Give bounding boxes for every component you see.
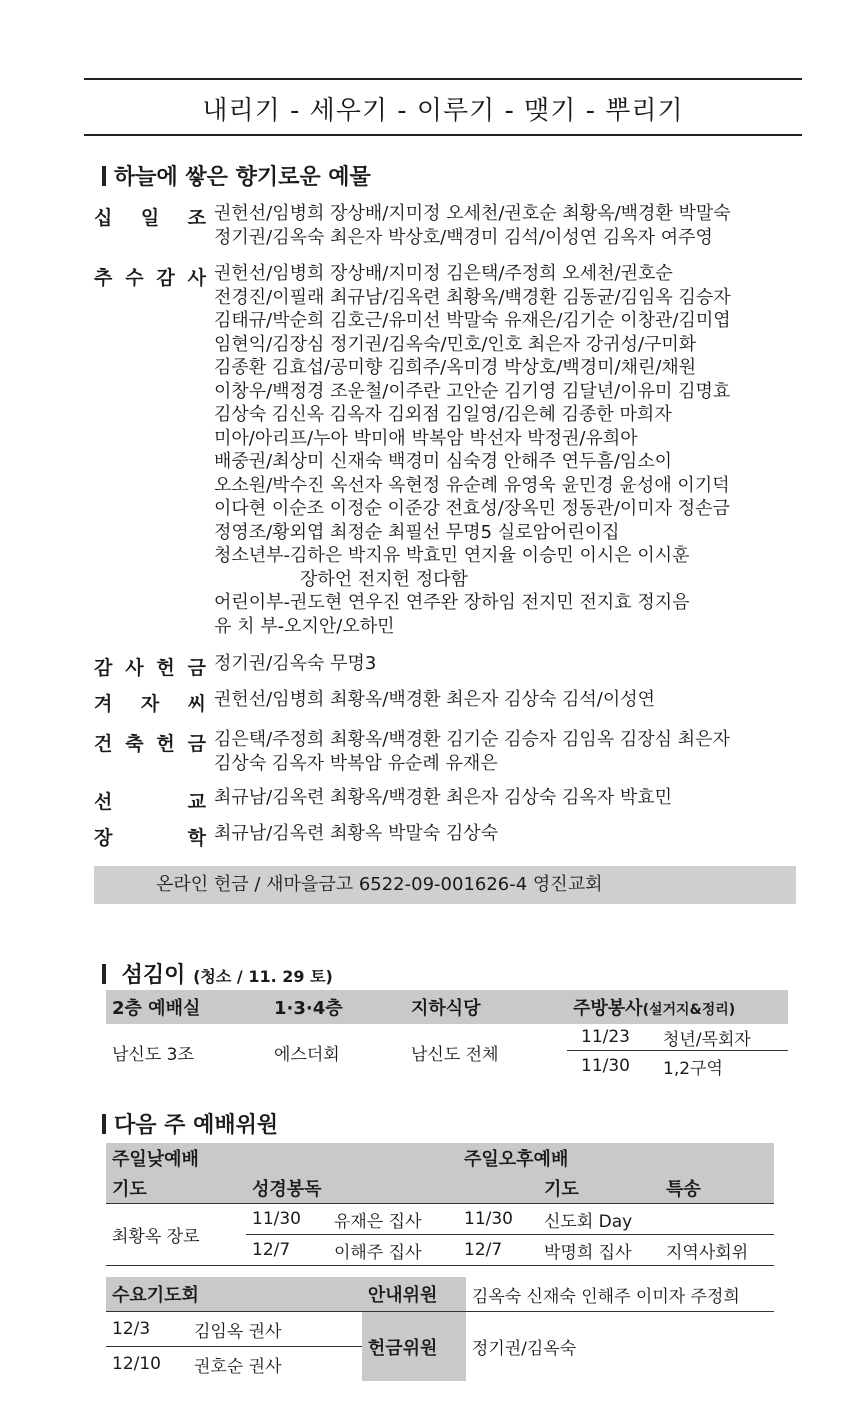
offering-name-line: 권헌선/임병희 최황옥/백경환 최은자 김상숙 김석/이성연 xyxy=(214,689,656,710)
offering-name-line: 권헌선/임병희 장상배/지미정 오세천/권호순 최황옥/백경환 박말숙 xyxy=(214,203,731,224)
row-date: 12/7 xyxy=(252,1240,291,1260)
offering-committee-names: 정기권/김옥숙 xyxy=(471,1339,577,1359)
offering-name-line: 장하언 전지헌 정다함 xyxy=(300,568,468,590)
offering-name-line: 정영조/황외엽 최정순 최필선 무명5 실로암어린이집 xyxy=(214,521,620,543)
offering-name-line: 정기권/김옥숙 최은자 박상호/백경미 김석/이성연 김옥자 여주영 xyxy=(214,226,713,248)
row-special: 지역사회위 xyxy=(666,1242,749,1263)
kitchen-label: 주방봉사 xyxy=(573,998,643,1019)
kitchen-who: 1,2구역 xyxy=(663,1058,723,1079)
service-title: 섬김이 xyxy=(121,963,186,988)
h-prayer-am: 기도 xyxy=(112,1179,147,1200)
col-basement: 지하식당 xyxy=(411,998,481,1019)
cell-floors: 에스더회 xyxy=(274,1045,340,1065)
offering-names xyxy=(214,728,804,775)
offering-name-line: 김태규/박순희 김호근/유미선 박말숙 유재은/김기순 이창관/김미엽 xyxy=(214,310,731,331)
offering-name-line: 유 치 부-오지안/오하민 xyxy=(214,615,395,637)
next-week-table xyxy=(106,1143,774,1266)
offering-committee-label: 헌금위원 xyxy=(362,1312,466,1382)
h-prayer-pm: 기도 xyxy=(544,1179,579,1200)
offering-names xyxy=(214,652,804,676)
col-2f-hall: 2층 예배실 xyxy=(112,998,201,1019)
next-week-title: 다음 주 예배위원 xyxy=(102,1108,278,1139)
online-offering-banner: 온라인 헌금 / 새마을금고 6522-09-001626-4 영진교회 xyxy=(94,866,796,904)
kitchen-note: (설거지&정리) xyxy=(642,1002,736,1018)
offering-name-line: 미아/아리프/누아 박미애 박복암 박선자 박정권/유희아 xyxy=(214,427,638,449)
sunday-am-label: 주일낮예배 xyxy=(112,1149,199,1170)
offering-name-line: 이창우/백정경 조운철/이주란 고안순 김기영 김달년/이유미 김명효 xyxy=(214,380,731,402)
offering-name-line: 이다현 이순조 이정순 이준강 전효성/장옥민 정동관/이미자 정손금 xyxy=(214,498,730,519)
h-special: 특송 xyxy=(666,1179,701,1200)
row-date: 11/30 xyxy=(252,1209,301,1229)
top-rule xyxy=(84,78,802,80)
row-pm-date: 11/30 xyxy=(464,1209,513,1229)
service-subtitle: (청소 / 11. 29 토) xyxy=(193,967,333,986)
wed-name: 김임옥 권사 xyxy=(188,1312,362,1347)
church-motto: 내리기 - 세우기 - 이루기 - 맺기 - 뿌리기 xyxy=(202,96,684,126)
offering-label: 선 교 xyxy=(94,791,206,813)
motto-rule xyxy=(84,134,802,136)
col-kitchen xyxy=(567,990,788,1024)
kitchen-who: 청년/목회자 xyxy=(657,1024,788,1051)
offering-name-line: 배중권/최상미 신재숙 백경미 심숙경 안해주 연두흠/임소이 xyxy=(214,451,673,472)
offering-label: 건 축 헌 금 xyxy=(94,733,206,755)
row-reader: 이해주 집사 xyxy=(334,1242,422,1263)
offering-name-line: 정기권/김옥숙 무명3 xyxy=(214,653,377,674)
wed-date: 12/3 xyxy=(106,1312,188,1347)
offering-names xyxy=(214,822,804,846)
offering-name-line: 오소원/박수진 옥선자 옥현정 유순례 유영욱 윤민경 윤성애 이기덕 xyxy=(214,474,730,496)
offering-name-line: 청소년부-김하은 박지유 박효민 연지율 이승민 이시은 이시훈 xyxy=(214,545,690,566)
offering-names xyxy=(214,262,804,638)
service-table xyxy=(106,990,788,1081)
offering-name-line: 임현익/김장심 정기권/김옥숙/민호/인호 최은자 강귀성/구미화 xyxy=(214,333,697,355)
offering-name-line: 어린이부-권도현 연우진 연주완 장하임 전지민 전지효 정지음 xyxy=(214,592,690,613)
row-pm-prayer: 신도회 Day xyxy=(544,1211,633,1232)
wed-date: 12/10 xyxy=(112,1354,161,1374)
usher-names: 김옥숙 신재숙 인해주 이미자 주정희 xyxy=(466,1277,774,1312)
h-reading: 성경봉독 xyxy=(252,1179,322,1200)
prayer-am: 최황옥 장로 xyxy=(112,1227,200,1247)
offering-names xyxy=(214,202,804,249)
cell-2f: 남신도 3조 xyxy=(112,1045,194,1065)
sunday-pm-label: 주일오후예배 xyxy=(464,1149,569,1170)
offering-name-line: 김상숙 김옥자 박복암 유순례 유재은 xyxy=(214,752,498,774)
service-section-title xyxy=(102,958,333,989)
cell-basement: 남신도 전체 xyxy=(411,1045,499,1065)
row-reader: 유재은 집사 xyxy=(334,1211,422,1232)
row-pm-date: 12/7 xyxy=(464,1240,503,1260)
offering-label: 십 일 조 xyxy=(94,207,206,229)
offering-name-line: 최규남/김옥련 최황옥 박말숙 김상숙 xyxy=(214,823,499,844)
row-pm-prayer: 박명희 집사 xyxy=(544,1242,632,1263)
col-floors: 1·3·4층 xyxy=(274,998,343,1019)
offering-label: 장 학 xyxy=(94,827,206,849)
offering-name-line: 김은택/주정희 최황옥/백경환 김기순 김승자 김임옥 김장심 최은자 xyxy=(214,729,730,750)
kitchen-date: 11/30 xyxy=(581,1056,630,1076)
offering-label: 감 사 헌 금 xyxy=(94,657,206,679)
offerings-title: 하늘에 쌓은 향기로운 예물 xyxy=(102,160,371,191)
offering-name-line: 전경진/이필래 최규남/김옥련 최황옥/백경환 김동균/김임옥 김승자 xyxy=(214,286,731,308)
offering-names xyxy=(214,786,804,810)
offering-label: 추 수 감 사 xyxy=(94,267,206,289)
offering-name-line: 최규남/김옥련 최황옥/백경환 최은자 김상숙 김옥자 박효민 xyxy=(214,787,673,808)
offering-names xyxy=(214,688,804,712)
kitchen-date: 11/23 xyxy=(567,1024,657,1051)
wednesday-table xyxy=(106,1277,774,1381)
offering-name-line: 김종환 김효섭/공미향 김희주/옥미경 박상호/백경미/채린/채원 xyxy=(214,357,697,378)
wednesday-title: 수요기도회 xyxy=(106,1277,362,1312)
offering-label: 겨 자 씨 xyxy=(94,693,206,715)
wed-name: 권호순 권사 xyxy=(194,1356,282,1377)
offering-name-line: 권헌선/임병희 장상배/지미정 김은택/주정희 오세천/권호순 xyxy=(214,263,673,284)
offering-name-line: 김상숙 김신옥 김옥자 김외점 김일영/김은혜 김종한 마희자 xyxy=(214,404,672,425)
usher-label: 안내위원 xyxy=(362,1277,466,1312)
